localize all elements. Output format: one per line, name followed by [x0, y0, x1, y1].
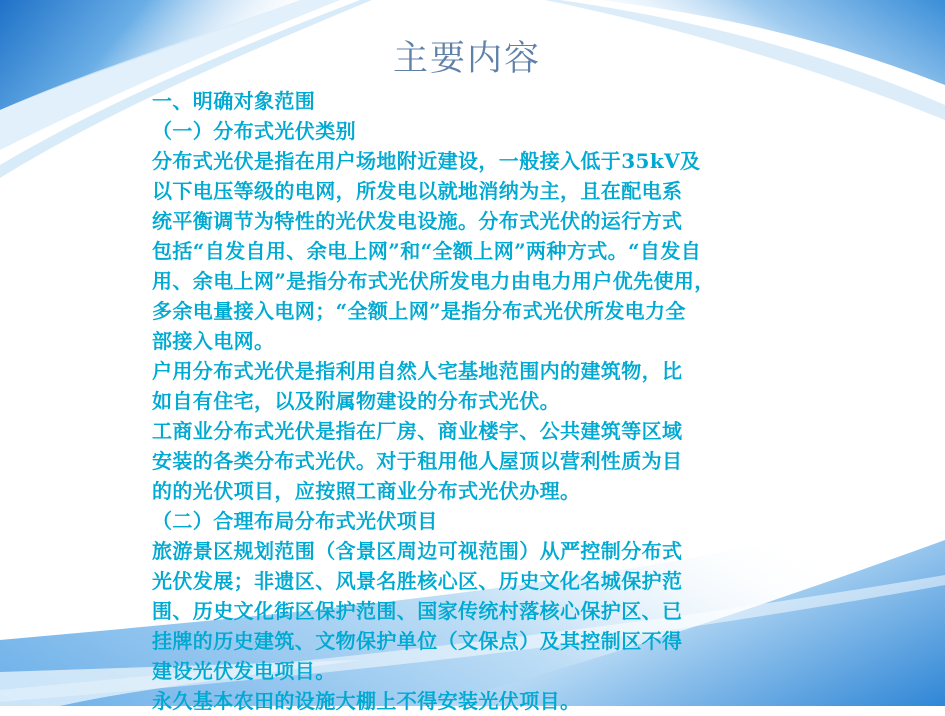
body-line: 多余电量接入电网；“全额上网”是指分布式光伏所发电力全 [152, 299, 686, 323]
body-line: 分布式光伏是指在用户场地附近建设，一般接入低于35kV及 [152, 149, 701, 173]
slide-body [152, 86, 812, 716]
heading-scope: 一、明确对象范围 [152, 89, 316, 113]
body-line: 工商业分布式光伏是指在厂房、商业楼宇、公共建筑等区域 [152, 419, 683, 443]
body-line: 户用分布式光伏是指利用自然人宅基地范围内的建筑物，比 [152, 359, 683, 383]
body-line: 安装的各类分布式光伏。对于租用他人屋顶以营利性质为目 [152, 449, 683, 473]
body-line: 用、余电上网”是指分布式光伏所发电力由电力用户优先使用， [152, 269, 715, 293]
body-line: 围、历史文化街区保护范围、国家传统村落核心保护区、已 [152, 599, 683, 623]
body-line: 光伏发展；非遗区、风景名胜核心区、历史文化名城保护范 [152, 569, 683, 593]
subheading-layout: （二）合理布局分布式光伏项目 [152, 509, 438, 533]
body-line: 建设光伏发电项目。 [152, 659, 336, 683]
subheading-categories: （一）分布式光伏类别 [152, 119, 356, 143]
body-line: 旅游景区规划范围（含景区周边可视范围）从严控制分布式 [152, 539, 683, 563]
slide-title: 主要内容 [392, 39, 541, 79]
body-line: 包括“自发自用、余电上网”和“全额上网”两种方式。“自发自 [152, 239, 702, 263]
body-line: 统平衡调节为特性的光伏发电设施。分布式光伏的运行方式 [152, 209, 683, 233]
body-line: 的的光伏项目，应按照工商业分布式光伏办理。 [152, 479, 581, 503]
body-line: 如自有住宅，以及附属物建设的分布式光伏。 [152, 389, 560, 413]
body-line: 以下电压等级的电网，所发电以就地消纳为主，且在配电系 [152, 179, 683, 203]
body-line: 部接入电网。 [152, 329, 275, 353]
body-line: 永久基本农田的设施大棚上不得安装光伏项目。 [152, 689, 581, 713]
body-line: 挂牌的历史建筑、文物保护单位（文保点）及其控制区不得 [152, 629, 683, 653]
